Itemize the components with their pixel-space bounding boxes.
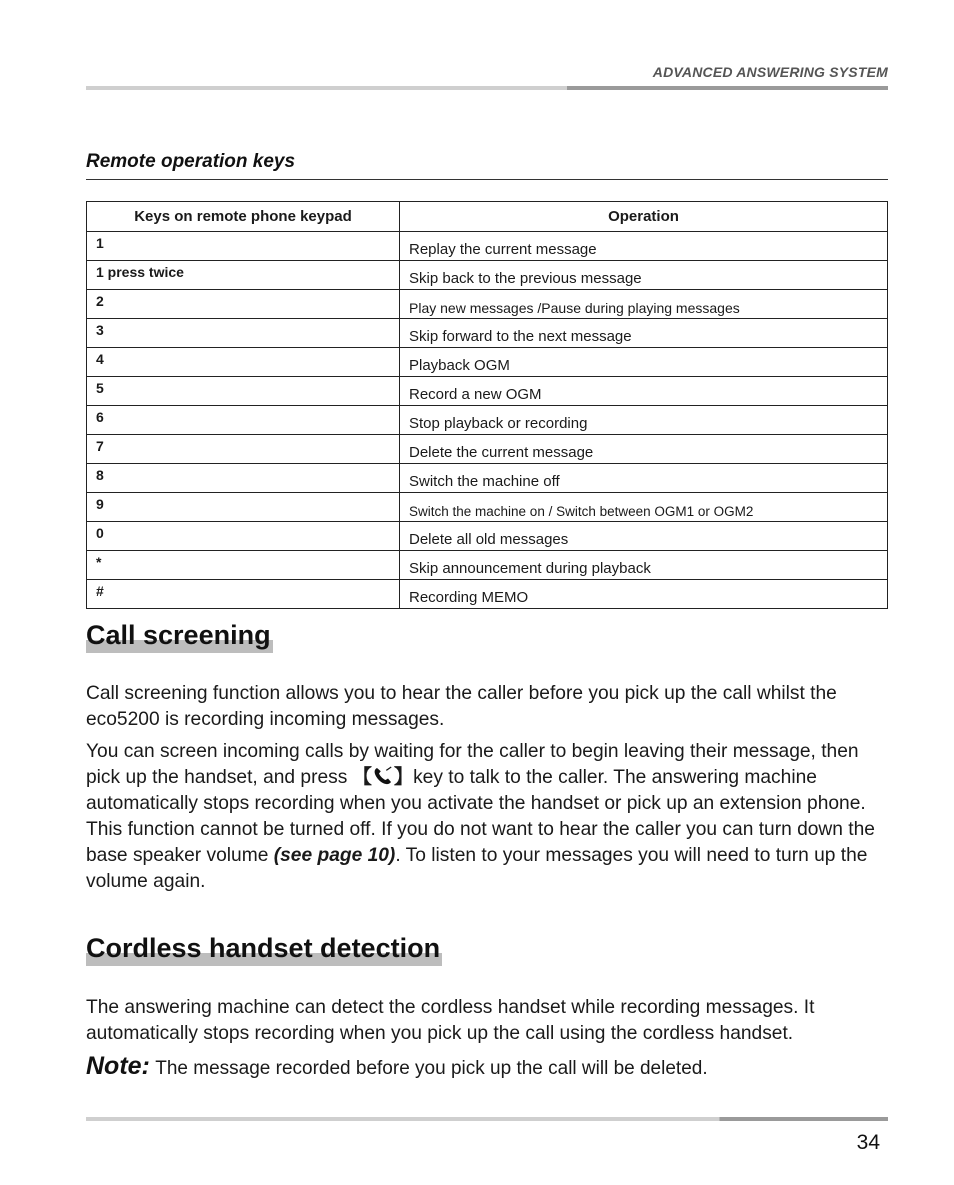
row-operation: Replay the current message	[400, 232, 888, 261]
row-operation: Play new messages /Pause during playing messages	[400, 290, 888, 319]
handset-detection-paragraph: The answering machine can detect the cordless handset while recording messages. It automatically stops recording when you pick up the call using the cordless handset.	[86, 997, 815, 1044]
remote-keys-table	[86, 201, 888, 609]
row-operation: Playback OGM	[400, 348, 888, 377]
call-screening-paragraph-1: Call screening function allows you to hear the caller before you pick up the call whilst the eco5200 is recording incoming messages.	[86, 683, 837, 730]
row-operation: Stop playback or recording	[400, 406, 888, 435]
row-operation: Skip forward to the next message	[400, 319, 888, 348]
table-row	[87, 290, 888, 319]
row-key: 4	[87, 348, 400, 377]
talk-key	[353, 765, 413, 791]
table-row	[87, 348, 888, 377]
row-key: 2	[87, 290, 400, 319]
table-header-row	[87, 202, 888, 232]
row-operation: Record a new OGM	[400, 377, 888, 406]
column-header-keys: Keys on remote phone keypad	[87, 202, 400, 232]
call-screening-text-c: . To listen to your messages you will need to turn up the volume again.	[86, 845, 868, 892]
table-row	[87, 493, 888, 522]
note-text: The message recorded before you pick up the call will be deleted.	[155, 1058, 708, 1079]
column-header-operation: Operation	[400, 202, 888, 232]
see-page-reference: (see page 10)	[273, 845, 396, 866]
call-screening-text-a: You can screen incoming calls by waiting for the caller to begin leaving their message, then pick up the handset, and press	[86, 741, 859, 788]
row-operation: Recording MEMO	[400, 580, 888, 609]
header-section-label: ADVANCED ANSWERING SYSTEM	[652, 64, 888, 80]
header-rule	[86, 86, 888, 90]
row-key: 0	[87, 522, 400, 551]
row-key: 9	[87, 493, 400, 522]
row-operation: Delete all old messages	[400, 522, 888, 551]
row-operation: Skip announcement during playback	[400, 551, 888, 580]
row-key: 3	[87, 319, 400, 348]
call-screening-text-b: key to talk to the caller. The answering machine automatically stops recording when you activate the handset or pick up an extension phone. This function cannot be turned off. If you do not want to hear the caller you can turn down the base speaker volume	[86, 767, 875, 866]
row-key: *	[87, 551, 400, 580]
table-row	[87, 551, 888, 580]
row-operation: Skip back to the previous message	[400, 261, 888, 290]
table-row	[87, 261, 888, 290]
table-row	[87, 377, 888, 406]
page-number: 34	[856, 1131, 880, 1154]
row-operation: Delete the current message	[400, 435, 888, 464]
call-screening-heading: Call screening	[86, 617, 273, 653]
table-row	[87, 522, 888, 551]
row-key: 7	[87, 435, 400, 464]
table-row	[87, 464, 888, 493]
table-row	[87, 580, 888, 609]
row-key: 6	[87, 406, 400, 435]
table-row	[87, 435, 888, 464]
talk-key-bracket-open: 【	[352, 767, 372, 788]
table-row	[87, 406, 888, 435]
note-label: Note:	[86, 1052, 150, 1080]
row-key: 1 press twice	[87, 261, 400, 290]
row-key: #	[87, 580, 400, 609]
remote-keys-title-rule	[86, 179, 888, 180]
cordless-handset-detection-heading: Cordless handset detection	[86, 930, 442, 966]
row-operation: Switch the machine off	[400, 464, 888, 493]
talk-key-bracket-close: 】	[393, 767, 414, 788]
row-key: 8	[87, 464, 400, 493]
call-screening-paragraph-2	[86, 739, 892, 895]
row-key: 5	[87, 377, 400, 406]
table-row	[87, 319, 888, 348]
row-operation: Switch the machine on / Switch between OGM1 or OGM2	[400, 493, 888, 522]
remote-keys-title: Remote operation keys	[86, 151, 296, 172]
footer-rule	[86, 1117, 888, 1121]
row-key: 1	[87, 232, 400, 261]
note-line	[86, 1053, 892, 1082]
table-row	[87, 232, 888, 261]
handset-icon	[372, 767, 394, 788]
